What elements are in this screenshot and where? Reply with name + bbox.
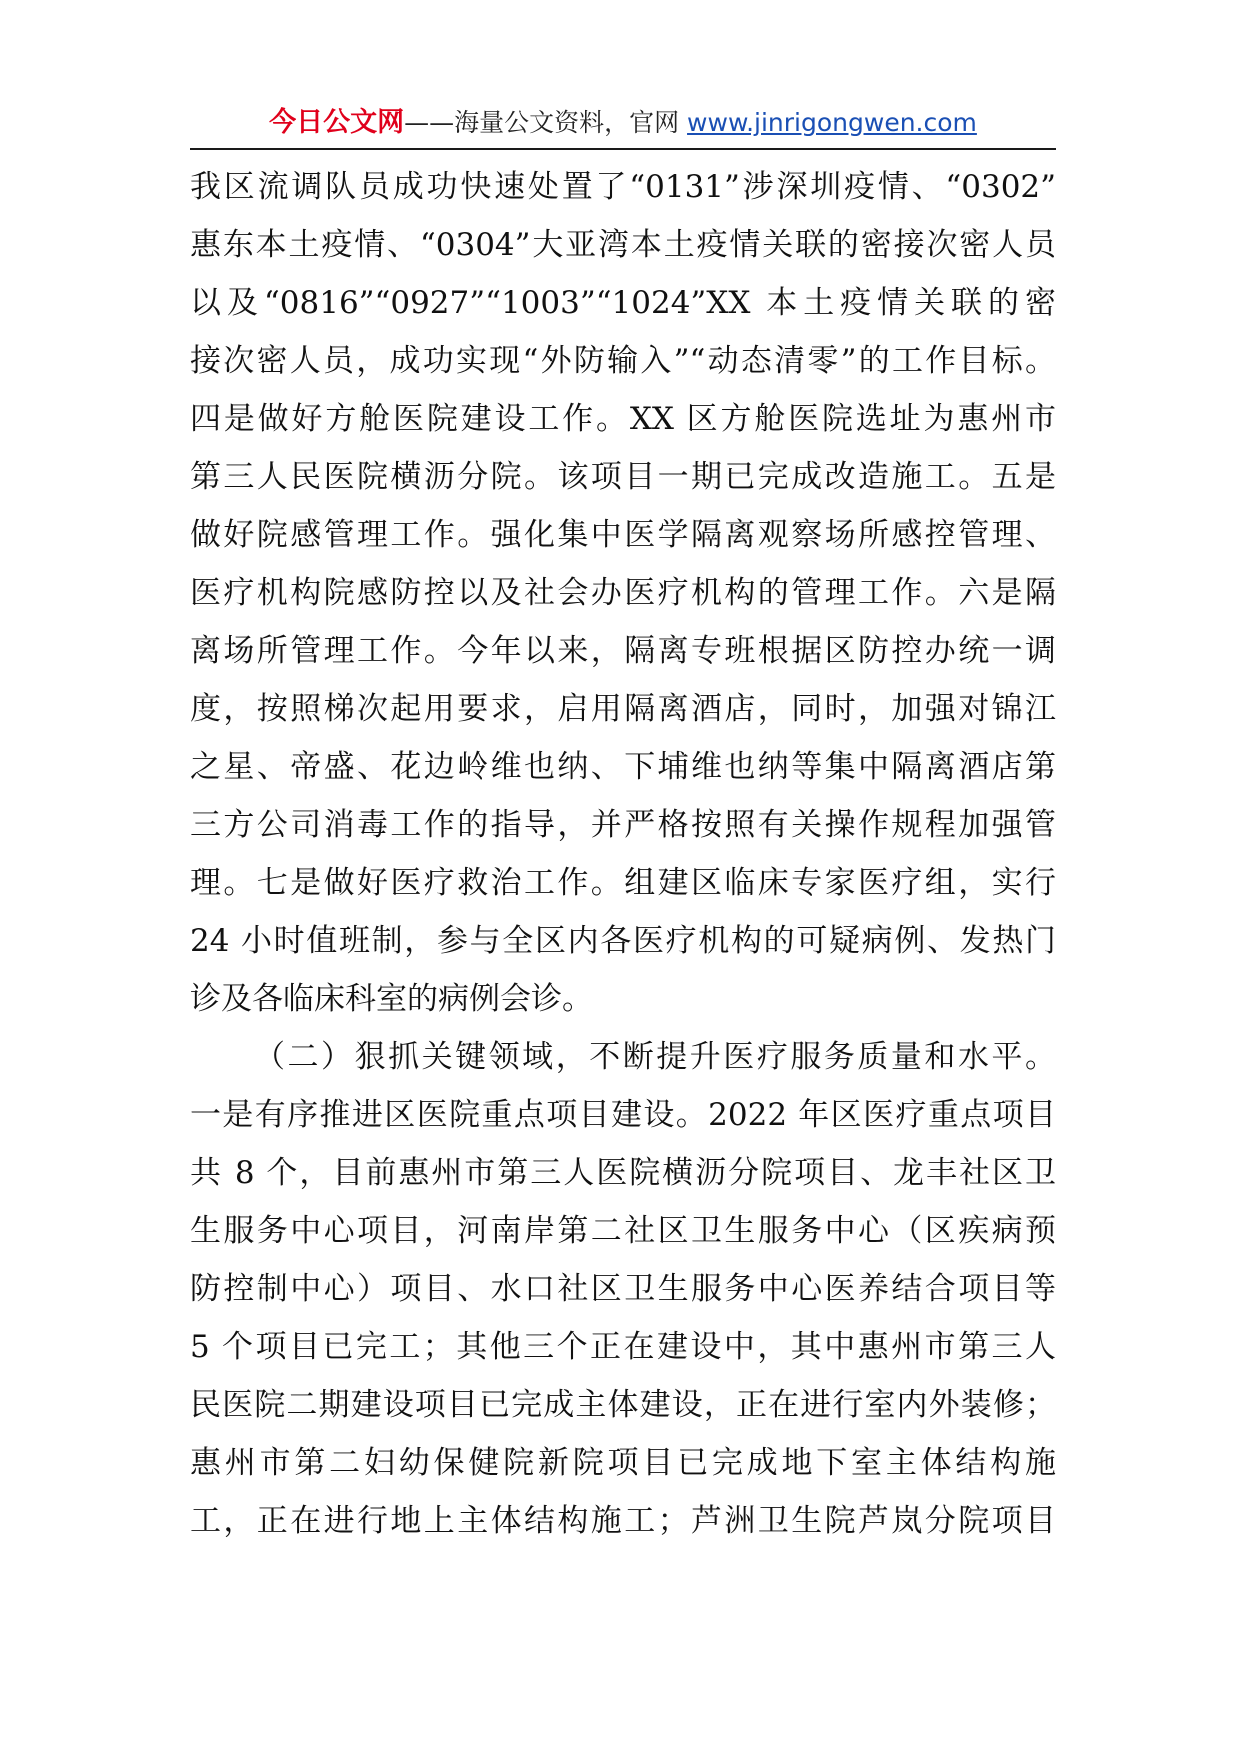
document-body — [190, 158, 1056, 1550]
body-line: 惠东本土疫情、“0304”大亚湾本土疫情关联的密接次密人员 — [190, 227, 1056, 263]
header-divider — [190, 148, 1056, 150]
body-line: 四是做好方舱医院建设工作。XX 区方舱医院选址为惠州市 — [190, 401, 1056, 437]
body-line: 我区流调队员成功快速处置了“0131”涉深圳疫情、“0302” — [190, 169, 1056, 205]
body-line: 离场所管理工作。今年以来，隔离专班根据区防控办统一调 — [190, 633, 1056, 669]
body-line: 第三人民医院横沥分院。该项目一期已完成改造施工。五是 — [190, 459, 1056, 495]
body-line: 诊及各临床科室的病例会诊。 — [190, 981, 593, 1017]
body-line: 惠州市第二妇幼保健院新院项目已完成地下室主体结构施 — [190, 1445, 1056, 1481]
body-line: 防控制中心）项目、水口社区卫生服务中心医养结合项目等 — [190, 1271, 1056, 1307]
page-header — [190, 106, 1056, 140]
body-line: 之星、帝盛、花边岭维也纳、下埔维也纳等集中隔离酒店第 — [190, 749, 1056, 785]
body-line: 三方公司消毒工作的指导，并严格按照有关操作规程加强管 — [190, 807, 1056, 843]
header-dash: —— — [404, 108, 455, 137]
body-line: 度，按照梯次起用要求，启用隔离酒店，同时，加强对锦江 — [190, 691, 1056, 727]
body-line: 接次密人员，成功实现“外防输入”“动态清零”的工作目标。 — [190, 343, 1056, 379]
section-heading: （二）狠抓关键领域，不断提升医疗服务质量和水平。 — [254, 1039, 1056, 1075]
body-line: 5 个项目已完工；其他三个正在建设中，其中惠州市第三人 — [190, 1329, 1056, 1365]
header-tagline: 海量公文资料，官网 — [454, 108, 688, 137]
body-line: 工，正在进行地上主体结构施工；芦洲卫生院芦岚分院项目 — [190, 1503, 1056, 1539]
body-line: 24 小时值班制，参与全区内各医疗机构的可疑病例、发热门 — [190, 923, 1056, 959]
body-line: 做好院感管理工作。强化集中医学隔离观察场所感控管理、 — [190, 517, 1056, 553]
website-link[interactable]: www.jinrigongwen.com — [687, 108, 977, 137]
body-line: 民医院二期建设项目已完成主体建设，正在进行室内外装修； — [190, 1387, 1056, 1423]
body-line: 生服务中心项目，河南岸第二社区卫生服务中心（区疾病预 — [190, 1213, 1056, 1249]
body-line: 一是有序推进区医院重点项目建设。2022 年区医疗重点项目 — [190, 1097, 1056, 1133]
body-line: 共 8 个，目前惠州市第三人医院横沥分院项目、龙丰社区卫 — [190, 1155, 1056, 1191]
body-line: 理。七是做好医疗救治工作。组建区临床专家医疗组，实行 — [190, 865, 1056, 901]
brand-name: 今日公文网 — [269, 107, 405, 138]
body-line: 以及“0816”“0927”“1003”“1024”XX 本土疫情关联的密 — [190, 285, 1056, 321]
body-line: 医疗机构院感防控以及社会办医疗机构的管理工作。六是隔 — [190, 575, 1056, 611]
